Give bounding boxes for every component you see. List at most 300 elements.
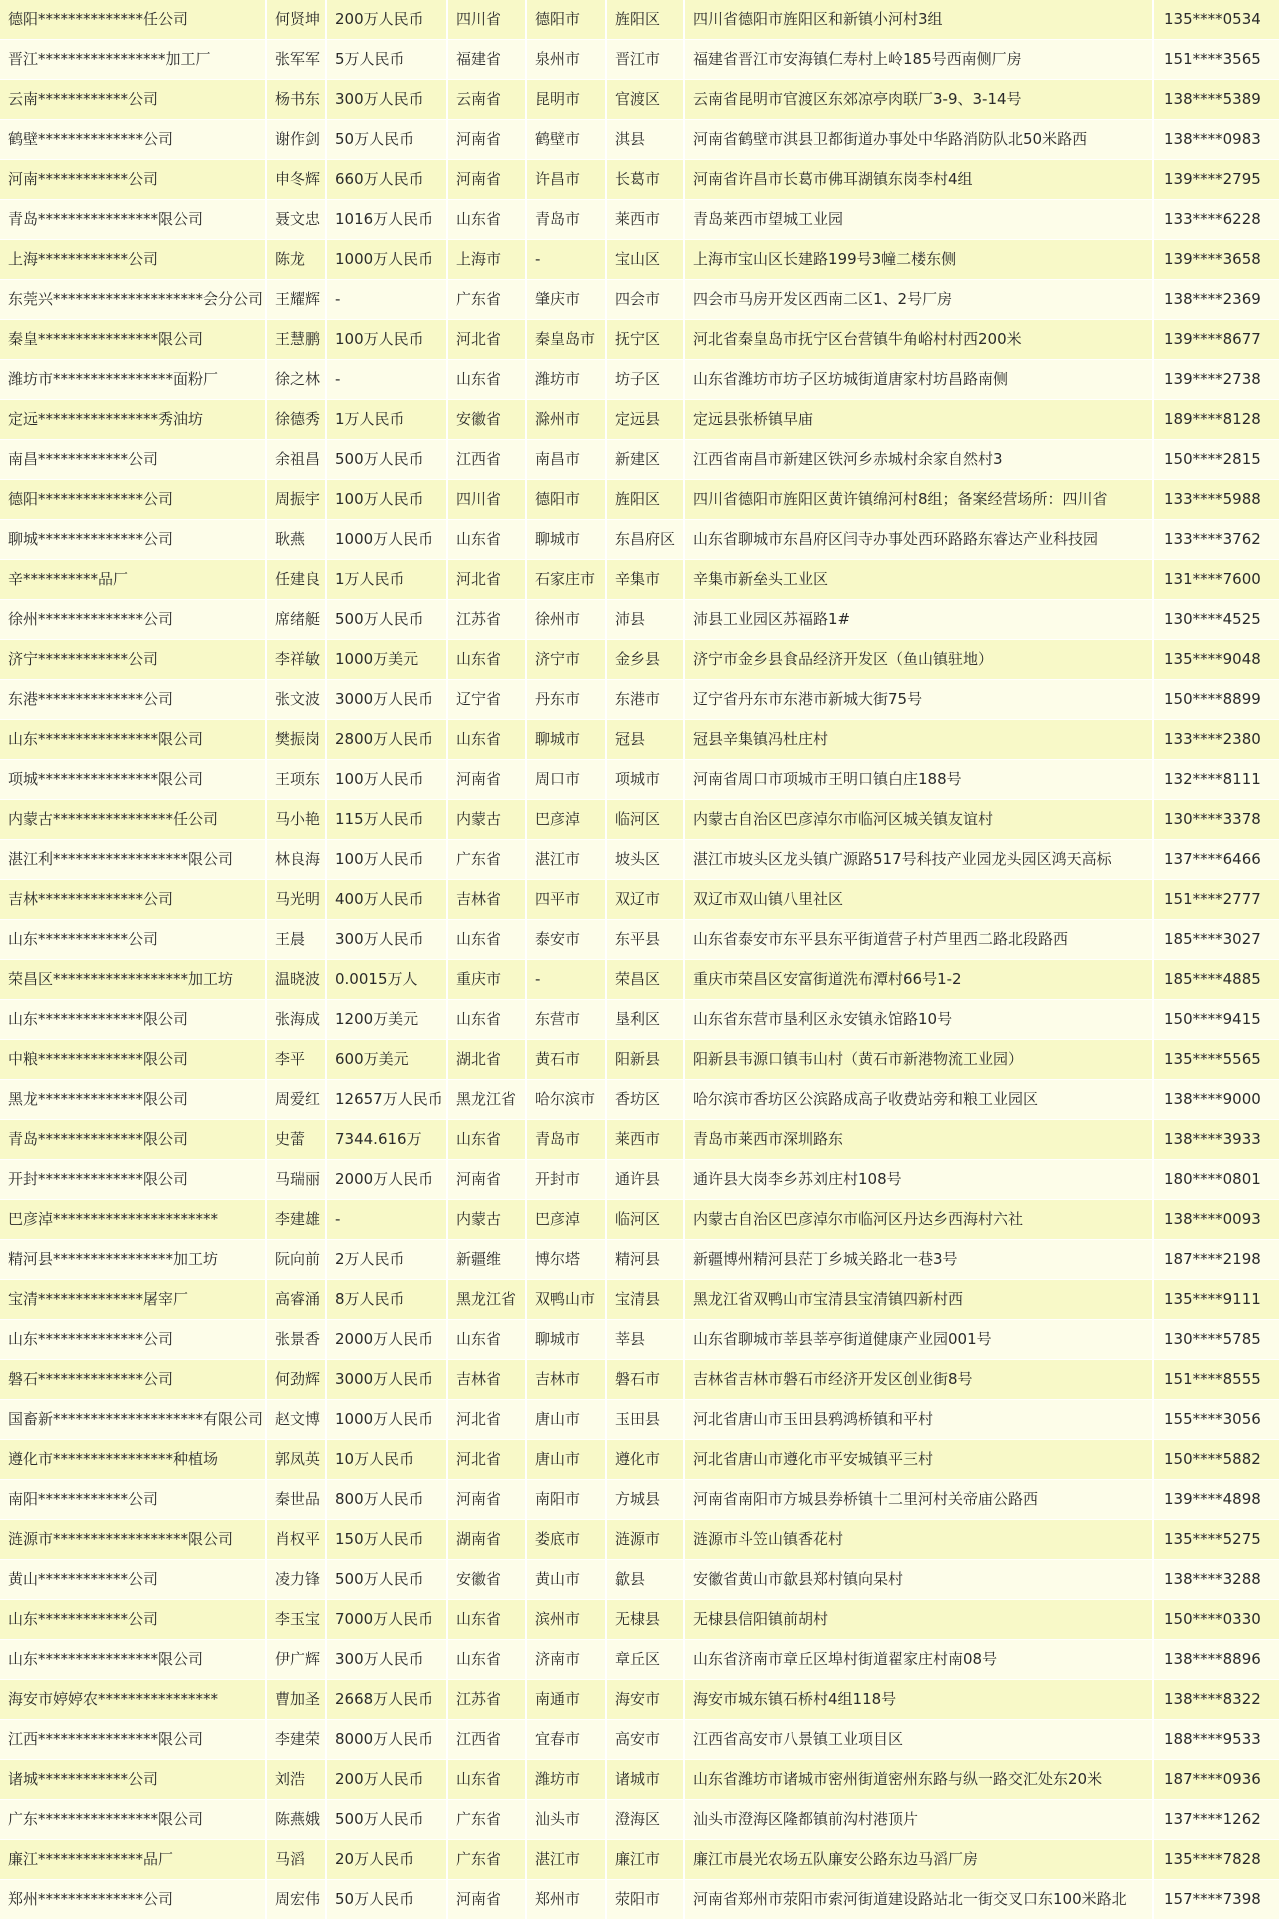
company-name-cell: 山东****************限公司 — [0, 1640, 266, 1680]
address-cell: 河北省唐山市玉田县鸦鸿桥镇和平村 — [684, 1400, 1153, 1440]
city-cell: 鹤壁市 — [526, 120, 606, 160]
registered-capital-cell: 100万人民币 — [326, 320, 447, 360]
registered-capital-cell: 1000万人民币 — [326, 240, 447, 280]
company-name-cell: 东莞兴********************会分公司 — [0, 280, 266, 320]
city-cell: 湛江市 — [526, 1840, 606, 1880]
district-cell: 垦利区 — [606, 1000, 684, 1040]
district-cell: 四会市 — [606, 280, 684, 320]
table-row — [0, 1240, 1280, 1280]
district-cell: 旌阳区 — [606, 480, 684, 520]
district-cell: 无棣县 — [606, 1600, 684, 1640]
province-cell: 江苏省 — [447, 600, 526, 640]
registered-capital-cell: 500万人民币 — [326, 440, 447, 480]
company-name-cell: 黄山************公司 — [0, 1560, 266, 1600]
legal-person-cell: 徐之林 — [266, 360, 326, 400]
phone-cell: 187****2198 — [1153, 1240, 1280, 1280]
province-cell: 吉林省 — [447, 1360, 526, 1400]
table-row — [0, 800, 1280, 840]
legal-person-cell: 王晨 — [266, 920, 326, 960]
district-cell: 廉江市 — [606, 1840, 684, 1880]
address-cell: 冠县辛集镇冯杜庄村 — [684, 720, 1153, 760]
province-cell: 安徽省 — [447, 1560, 526, 1600]
district-cell: 精河县 — [606, 1240, 684, 1280]
table-row — [0, 1680, 1280, 1720]
address-cell: 安徽省黄山市歙县郑村镇向杲村 — [684, 1560, 1153, 1600]
phone-cell: 187****0936 — [1153, 1760, 1280, 1800]
legal-person-cell: 秦世品 — [266, 1480, 326, 1520]
company-name-cell: 聊城**************公司 — [0, 520, 266, 560]
city-cell: 吉林市 — [526, 1360, 606, 1400]
table-row — [0, 1040, 1280, 1080]
registered-capital-cell: 100万人民币 — [326, 760, 447, 800]
province-cell: 山东省 — [447, 640, 526, 680]
district-cell: 东昌府区 — [606, 520, 684, 560]
registered-capital-cell: 2000万人民币 — [326, 1320, 447, 1360]
district-cell: 诸城市 — [606, 1760, 684, 1800]
phone-cell: 150****2815 — [1153, 440, 1280, 480]
phone-cell: 138****3933 — [1153, 1120, 1280, 1160]
legal-person-cell: 张文波 — [266, 680, 326, 720]
district-cell: 官渡区 — [606, 80, 684, 120]
district-cell: 涟源市 — [606, 1520, 684, 1560]
company-name-cell: 山东****************限公司 — [0, 720, 266, 760]
city-cell: 泰安市 — [526, 920, 606, 960]
legal-person-cell: 陈龙 — [266, 240, 326, 280]
legal-person-cell: 李玉宝 — [266, 1600, 326, 1640]
city-cell: 巴彦淖 — [526, 1200, 606, 1240]
legal-person-cell: 徐德秀 — [266, 400, 326, 440]
district-cell: 宝清县 — [606, 1280, 684, 1320]
registered-capital-cell: 500万人民币 — [326, 600, 447, 640]
table-row — [0, 960, 1280, 1000]
legal-person-cell: 郭凤英 — [266, 1440, 326, 1480]
phone-cell: 139****3658 — [1153, 240, 1280, 280]
table-row — [0, 1760, 1280, 1800]
legal-person-cell: 李建荣 — [266, 1720, 326, 1760]
phone-cell: 133****6228 — [1153, 200, 1280, 240]
city-cell: 宜春市 — [526, 1720, 606, 1760]
city-cell: 双鸭山市 — [526, 1280, 606, 1320]
table-row — [0, 1000, 1280, 1040]
table-row — [0, 360, 1280, 400]
legal-person-cell: 周宏伟 — [266, 1880, 326, 1920]
province-cell: 河南省 — [447, 1160, 526, 1200]
province-cell: 山东省 — [447, 920, 526, 960]
district-cell: 莱西市 — [606, 200, 684, 240]
district-cell: 玉田县 — [606, 1400, 684, 1440]
legal-person-cell: 肖权平 — [266, 1520, 326, 1560]
city-cell: 聊城市 — [526, 1320, 606, 1360]
phone-cell: 138****0093 — [1153, 1200, 1280, 1240]
table-row — [0, 1840, 1280, 1880]
company-name-cell: 徐州**************公司 — [0, 600, 266, 640]
address-cell: 通许县大岗李乡苏刘庄村108号 — [684, 1160, 1153, 1200]
city-cell: 巴彦淖 — [526, 800, 606, 840]
table-row — [0, 1440, 1280, 1480]
company-name-cell: 项城****************限公司 — [0, 760, 266, 800]
table-row — [0, 40, 1280, 80]
registered-capital-cell: 12657万人民币 — [326, 1080, 447, 1120]
district-cell: 阳新县 — [606, 1040, 684, 1080]
district-cell: 荣昌区 — [606, 960, 684, 1000]
district-cell: 坡头区 — [606, 840, 684, 880]
address-cell: 山东省聊城市东昌府区闫寺办事处西环路路东睿达产业科技园 — [684, 520, 1153, 560]
address-cell: 河北省唐山市遵化市平安城镇平三村 — [684, 1440, 1153, 1480]
phone-cell: 151****2777 — [1153, 880, 1280, 920]
province-cell: 新疆维 — [447, 1240, 526, 1280]
city-cell: 黄石市 — [526, 1040, 606, 1080]
phone-cell: 138****8896 — [1153, 1640, 1280, 1680]
table-row — [0, 520, 1280, 560]
table-row — [0, 1200, 1280, 1240]
phone-cell: 139****8677 — [1153, 320, 1280, 360]
province-cell: 山东省 — [447, 720, 526, 760]
province-cell: 山东省 — [447, 1600, 526, 1640]
company-name-cell: 鹤壁**************公司 — [0, 120, 266, 160]
phone-cell: 180****0801 — [1153, 1160, 1280, 1200]
legal-person-cell: 王慧鹏 — [266, 320, 326, 360]
province-cell: 上海市 — [447, 240, 526, 280]
table-row — [0, 680, 1280, 720]
registered-capital-cell: 400万人民币 — [326, 880, 447, 920]
district-cell: 双辽市 — [606, 880, 684, 920]
table-row — [0, 440, 1280, 480]
company-name-cell: 德阳**************公司 — [0, 480, 266, 520]
district-cell: 临河区 — [606, 800, 684, 840]
company-name-cell: 国畜新********************有限公司 — [0, 1400, 266, 1440]
address-cell: 无棣县信阳镇前胡村 — [684, 1600, 1153, 1640]
address-cell: 新疆博州精河县茫丁乡城关路北一巷3号 — [684, 1240, 1153, 1280]
registered-capital-cell: 100万人民币 — [326, 480, 447, 520]
address-cell: 江西省南昌市新建区铁河乡赤城村余家自然村3 — [684, 440, 1153, 480]
table-row — [0, 1520, 1280, 1560]
phone-cell: 151****8555 — [1153, 1360, 1280, 1400]
city-cell: 东营市 — [526, 1000, 606, 1040]
company-name-cell: 涟源市******************限公司 — [0, 1520, 266, 1560]
table-row — [0, 1160, 1280, 1200]
table-row — [0, 1600, 1280, 1640]
city-cell: 汕头市 — [526, 1800, 606, 1840]
registered-capital-cell: - — [326, 1200, 447, 1240]
legal-person-cell: 周爱红 — [266, 1080, 326, 1120]
legal-person-cell: 张景香 — [266, 1320, 326, 1360]
province-cell: 黑龙江省 — [447, 1080, 526, 1120]
address-cell: 山东省东营市垦利区永安镇永馆路10号 — [684, 1000, 1153, 1040]
registered-capital-cell: 2万人民币 — [326, 1240, 447, 1280]
registered-capital-cell: 100万人民币 — [326, 840, 447, 880]
phone-cell: 133****5988 — [1153, 480, 1280, 520]
legal-person-cell: 陈燕娥 — [266, 1800, 326, 1840]
address-cell: 河南省南阳市方城县券桥镇十二里河村关帝庙公路西 — [684, 1480, 1153, 1520]
address-cell: 河南省许昌市长葛市佛耳湖镇东岗李村4组 — [684, 160, 1153, 200]
phone-cell: 135****0534 — [1153, 0, 1280, 40]
legal-person-cell: 林良海 — [266, 840, 326, 880]
phone-cell: 133****3762 — [1153, 520, 1280, 560]
address-cell: 廉江市晨光农场五队廉安公路东边马滔厂房 — [684, 1840, 1153, 1880]
company-name-cell: 秦皇****************限公司 — [0, 320, 266, 360]
district-cell: 项城市 — [606, 760, 684, 800]
city-cell: 开封市 — [526, 1160, 606, 1200]
district-cell: 抚宁区 — [606, 320, 684, 360]
address-cell: 内蒙古自治区巴彦淖尔市临河区城关镇友谊村 — [684, 800, 1153, 840]
province-cell: 山东省 — [447, 520, 526, 560]
city-cell: 济宁市 — [526, 640, 606, 680]
city-cell: 滨州市 — [526, 1600, 606, 1640]
company-name-cell: 宝清**************屠宰厂 — [0, 1280, 266, 1320]
registered-capital-cell: 50万人民币 — [326, 120, 447, 160]
company-name-cell: 青岛**************限公司 — [0, 1120, 266, 1160]
company-name-cell: 内蒙古****************任公司 — [0, 800, 266, 840]
city-cell: - — [526, 960, 606, 1000]
legal-person-cell: 余祖昌 — [266, 440, 326, 480]
phone-cell: 130****5785 — [1153, 1320, 1280, 1360]
province-cell: 广东省 — [447, 1800, 526, 1840]
city-cell: 郑州市 — [526, 1880, 606, 1920]
address-cell: 四川省德阳市旌阳区黄许镇绵河村8组；备案经营场所：四川省 — [684, 480, 1153, 520]
province-cell: 福建省 — [447, 40, 526, 80]
registered-capital-cell: 50万人民币 — [326, 1880, 447, 1920]
company-name-cell: 山东************公司 — [0, 1600, 266, 1640]
phone-cell: 185****3027 — [1153, 920, 1280, 960]
address-cell: 山东省聊城市莘县莘亭街道健康产业园001号 — [684, 1320, 1153, 1360]
address-cell: 山东省潍坊市诸城市密州街道密州东路与纵一路交汇处东20米 — [684, 1760, 1153, 1800]
registered-capital-cell: 8000万人民币 — [326, 1720, 447, 1760]
address-cell: 辽宁省丹东市东港市新城大街75号 — [684, 680, 1153, 720]
district-cell: 旌阳区 — [606, 0, 684, 40]
company-name-cell: 晋江*****************加工厂 — [0, 40, 266, 80]
company-name-cell: 荣昌区******************加工坊 — [0, 960, 266, 1000]
phone-cell: 138****3288 — [1153, 1560, 1280, 1600]
address-cell: 福建省晋江市安海镇仁寿村上岭185号西南侧厂房 — [684, 40, 1153, 80]
address-cell: 沛县工业园区苏福路1# — [684, 600, 1153, 640]
table-row — [0, 80, 1280, 120]
address-cell: 哈尔滨市香坊区公滨路成高子收费站旁和粮工业园区 — [684, 1080, 1153, 1120]
address-cell: 黑龙江省双鸭山市宝清县宝清镇四新村西 — [684, 1280, 1153, 1320]
city-cell: 肇庆市 — [526, 280, 606, 320]
legal-person-cell: 王项东 — [266, 760, 326, 800]
address-cell: 定远县张桥镇早庙 — [684, 400, 1153, 440]
phone-cell: 150****8899 — [1153, 680, 1280, 720]
legal-person-cell: 温晓波 — [266, 960, 326, 1000]
address-cell: 云南省昆明市官渡区东郊凉亭肉联厂3-9、3-14号 — [684, 80, 1153, 120]
registered-capital-cell: 2000万人民币 — [326, 1160, 447, 1200]
table-row — [0, 240, 1280, 280]
table-row — [0, 120, 1280, 160]
address-cell: 山东省济南市章丘区埠村街道翟家庄村南08号 — [684, 1640, 1153, 1680]
province-cell: 河北省 — [447, 320, 526, 360]
city-cell: 南昌市 — [526, 440, 606, 480]
registered-capital-cell: 1万人民币 — [326, 560, 447, 600]
district-cell: 定远县 — [606, 400, 684, 440]
table-row — [0, 880, 1280, 920]
phone-cell: 157****7398 — [1153, 1880, 1280, 1920]
address-cell: 四川省德阳市旌阳区和新镇小河村3组 — [684, 0, 1153, 40]
company-name-cell: 山东**************限公司 — [0, 1000, 266, 1040]
registered-capital-cell: 0.0015万人 — [326, 960, 447, 1000]
province-cell: 吉林省 — [447, 880, 526, 920]
company-name-cell: 潍坊市****************面粉厂 — [0, 360, 266, 400]
city-cell: 丹东市 — [526, 680, 606, 720]
province-cell: 山东省 — [447, 1120, 526, 1160]
city-cell: 济南市 — [526, 1640, 606, 1680]
legal-person-cell: 刘浩 — [266, 1760, 326, 1800]
phone-cell: 131****7600 — [1153, 560, 1280, 600]
registered-capital-cell: 660万人民币 — [326, 160, 447, 200]
legal-person-cell: 凌力锋 — [266, 1560, 326, 1600]
legal-person-cell: 李祥敏 — [266, 640, 326, 680]
table-row — [0, 600, 1280, 640]
legal-person-cell: 张军军 — [266, 40, 326, 80]
registered-capital-cell: 200万人民币 — [326, 0, 447, 40]
city-cell: 黄山市 — [526, 1560, 606, 1600]
city-cell: 青岛市 — [526, 200, 606, 240]
legal-person-cell: 耿燕 — [266, 520, 326, 560]
legal-person-cell: 赵文博 — [266, 1400, 326, 1440]
district-cell: 香坊区 — [606, 1080, 684, 1120]
company-name-cell: 巴彦淖********************** — [0, 1200, 266, 1240]
address-cell: 涟源市斗笠山镇香花村 — [684, 1520, 1153, 1560]
district-cell: 荥阳市 — [606, 1880, 684, 1920]
city-cell: 聊城市 — [526, 520, 606, 560]
address-cell: 阳新县韦源口镇韦山村（黄石市新港物流工业园） — [684, 1040, 1153, 1080]
district-cell: 通许县 — [606, 1160, 684, 1200]
table-row — [0, 400, 1280, 440]
table-row — [0, 1320, 1280, 1360]
phone-cell: 151****3565 — [1153, 40, 1280, 80]
province-cell: 广东省 — [447, 840, 526, 880]
registered-capital-cell: 7000万人民币 — [326, 1600, 447, 1640]
company-name-cell: 东港**************公司 — [0, 680, 266, 720]
company-name-cell: 郑州**************公司 — [0, 1880, 266, 1920]
company-name-cell: 廉江**************品厂 — [0, 1840, 266, 1880]
legal-person-cell: 李建雄 — [266, 1200, 326, 1240]
legal-person-cell: 马瑞丽 — [266, 1160, 326, 1200]
phone-cell: 138****8322 — [1153, 1680, 1280, 1720]
phone-cell: 137****1262 — [1153, 1800, 1280, 1840]
table-row — [0, 1560, 1280, 1600]
city-cell: 南阳市 — [526, 1480, 606, 1520]
province-cell: 山东省 — [447, 360, 526, 400]
district-cell: 金乡县 — [606, 640, 684, 680]
table-row — [0, 1640, 1280, 1680]
table-row — [0, 480, 1280, 520]
company-name-cell: 吉林**************公司 — [0, 880, 266, 920]
registered-capital-cell: 500万人民币 — [326, 1800, 447, 1840]
company-name-cell: 云南************公司 — [0, 80, 266, 120]
district-cell: 澄海区 — [606, 1800, 684, 1840]
legal-person-cell: 马滔 — [266, 1840, 326, 1880]
province-cell: 山东省 — [447, 1000, 526, 1040]
address-cell: 辛集市新垒头工业区 — [684, 560, 1153, 600]
legal-person-cell: 聂文忠 — [266, 200, 326, 240]
address-cell: 河南省郑州市荥阳市索河街道建设路站北一街交叉口东100米路北 — [684, 1880, 1153, 1920]
table-row — [0, 1280, 1280, 1320]
table-row — [0, 1120, 1280, 1160]
address-cell: 济宁市金乡县食品经济开发区（鱼山镇驻地） — [684, 640, 1153, 680]
phone-cell: 135****9111 — [1153, 1280, 1280, 1320]
address-cell: 上海市宝山区长建路199号3幢二楼东侧 — [684, 240, 1153, 280]
legal-person-cell: 樊振岗 — [266, 720, 326, 760]
province-cell: 云南省 — [447, 80, 526, 120]
city-cell: 秦皇岛市 — [526, 320, 606, 360]
city-cell: 昆明市 — [526, 80, 606, 120]
city-cell: 潍坊市 — [526, 1760, 606, 1800]
company-name-cell: 精河县****************加工坊 — [0, 1240, 266, 1280]
province-cell: 河南省 — [447, 1880, 526, 1920]
phone-cell: 138****0983 — [1153, 120, 1280, 160]
district-cell: 章丘区 — [606, 1640, 684, 1680]
table-row — [0, 760, 1280, 800]
address-cell: 山东省泰安市东平县东平街道营子村芦里西二路北段路西 — [684, 920, 1153, 960]
company-name-cell: 江西****************限公司 — [0, 1720, 266, 1760]
province-cell: 内蒙古 — [447, 1200, 526, 1240]
province-cell: 重庆市 — [447, 960, 526, 1000]
city-cell: 博尔塔 — [526, 1240, 606, 1280]
table-row — [0, 1800, 1280, 1840]
address-cell: 吉林省吉林市磐石市经济开发区创业街8号 — [684, 1360, 1153, 1400]
legal-person-cell: 申冬辉 — [266, 160, 326, 200]
phone-cell: 132****8111 — [1153, 760, 1280, 800]
phone-cell: 130****3378 — [1153, 800, 1280, 840]
district-cell: 坊子区 — [606, 360, 684, 400]
city-cell: 潍坊市 — [526, 360, 606, 400]
registered-capital-cell: 7344.616万 — [326, 1120, 447, 1160]
address-cell: 重庆市荣昌区安富街道洗布潭村66号1-2 — [684, 960, 1153, 1000]
city-cell: 徐州市 — [526, 600, 606, 640]
province-cell: 广东省 — [447, 280, 526, 320]
registered-capital-cell: 10万人民币 — [326, 1440, 447, 1480]
address-cell: 海安市城东镇石桥村4组118号 — [684, 1680, 1153, 1720]
phone-cell: 150****0330 — [1153, 1600, 1280, 1640]
province-cell: 河南省 — [447, 120, 526, 160]
address-cell: 河南省周口市项城市王明口镇白庄188号 — [684, 760, 1153, 800]
registered-capital-cell: 3000万人民币 — [326, 1360, 447, 1400]
legal-person-cell: 伊广辉 — [266, 1640, 326, 1680]
phone-cell: 189****8128 — [1153, 400, 1280, 440]
company-name-cell: 辛**********品厂 — [0, 560, 266, 600]
province-cell: 河北省 — [447, 1400, 526, 1440]
district-cell: 高安市 — [606, 1720, 684, 1760]
company-name-cell: 定远****************秀油坊 — [0, 400, 266, 440]
company-name-cell: 南阳************公司 — [0, 1480, 266, 1520]
registered-capital-cell: 20万人民币 — [326, 1840, 447, 1880]
city-cell: 青岛市 — [526, 1120, 606, 1160]
city-cell: 聊城市 — [526, 720, 606, 760]
table-row — [0, 1720, 1280, 1760]
company-name-cell: 中粮**************限公司 — [0, 1040, 266, 1080]
registered-capital-cell: 1000万人民币 — [326, 1400, 447, 1440]
address-cell: 内蒙古自治区巴彦淖尔市临河区丹达乡西海村六社 — [684, 1200, 1153, 1240]
company-name-cell: 山东**************公司 — [0, 1320, 266, 1360]
table-row — [0, 560, 1280, 600]
legal-person-cell: 李平 — [266, 1040, 326, 1080]
province-cell: 山东省 — [447, 200, 526, 240]
province-cell: 湖南省 — [447, 1520, 526, 1560]
city-cell: 许昌市 — [526, 160, 606, 200]
company-name-cell: 遵化市****************种植场 — [0, 1440, 266, 1480]
phone-cell: 139****2738 — [1153, 360, 1280, 400]
company-name-cell: 磐石**************公司 — [0, 1360, 266, 1400]
district-cell: 海安市 — [606, 1680, 684, 1720]
legal-person-cell: 张海成 — [266, 1000, 326, 1040]
district-cell: 磐石市 — [606, 1360, 684, 1400]
registered-capital-cell: 600万美元 — [326, 1040, 447, 1080]
registered-capital-cell: 300万人民币 — [326, 920, 447, 960]
registered-capital-cell: - — [326, 360, 447, 400]
district-cell: 遵化市 — [606, 1440, 684, 1480]
company-name-cell: 广东****************限公司 — [0, 1800, 266, 1840]
table-row — [0, 1480, 1280, 1520]
